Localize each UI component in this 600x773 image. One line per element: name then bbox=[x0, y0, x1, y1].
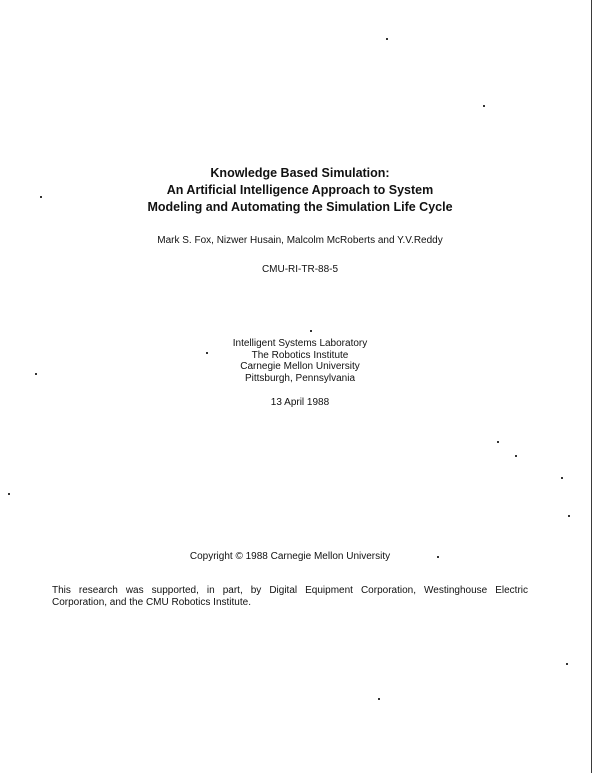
affiliation-line-4: Pittsburgh, Pennsylvania bbox=[244, 372, 356, 384]
title-line-1: Knowledge Based Simulation: bbox=[210, 166, 390, 180]
title-line-2: An Artificial Intelligence Approach to System bbox=[166, 183, 434, 197]
paper-title bbox=[0, 165, 600, 216]
scan-speck bbox=[8, 493, 10, 495]
funding-acknowledgement: This research was supported, in part, by Digital Equipment Corporation, Westinghouse Electric Corporation, and the CMU Robotics Institute. bbox=[52, 585, 528, 608]
scan-speck bbox=[378, 698, 380, 700]
page-edge-line bbox=[591, 0, 592, 773]
affiliation-line-2: The Robotics Institute bbox=[251, 349, 349, 361]
scan-speck bbox=[515, 455, 517, 457]
scan-speck bbox=[483, 105, 485, 107]
scan-speck bbox=[386, 38, 388, 40]
scan-speck bbox=[568, 515, 570, 517]
scan-speck bbox=[497, 441, 499, 443]
title-line-3: Modeling and Automating the Simulation Life Cycle bbox=[147, 200, 453, 214]
scan-speck bbox=[566, 663, 568, 665]
scan-speck bbox=[561, 477, 563, 479]
copyright-notice: Copyright © 1988 Carnegie Mellon University bbox=[189, 551, 391, 562]
report-number: CMU-RI-TR-88-5 bbox=[261, 264, 339, 275]
scan-speck bbox=[40, 196, 42, 198]
affiliation-block bbox=[0, 338, 600, 384]
scan-speck bbox=[35, 373, 37, 375]
affiliation-line-3: Carnegie Mellon University bbox=[240, 361, 360, 372]
author-list: Mark S. Fox, Nizwer Husain, Malcolm McRoberts and Y.V.Reddy bbox=[157, 235, 443, 246]
scan-speck bbox=[437, 556, 439, 558]
affiliation-line-1: Intelligent Systems Laboratory bbox=[232, 338, 368, 349]
scan-speck bbox=[310, 330, 312, 332]
scan-speck bbox=[206, 352, 208, 354]
report-date: 13 April 1988 bbox=[270, 397, 330, 408]
